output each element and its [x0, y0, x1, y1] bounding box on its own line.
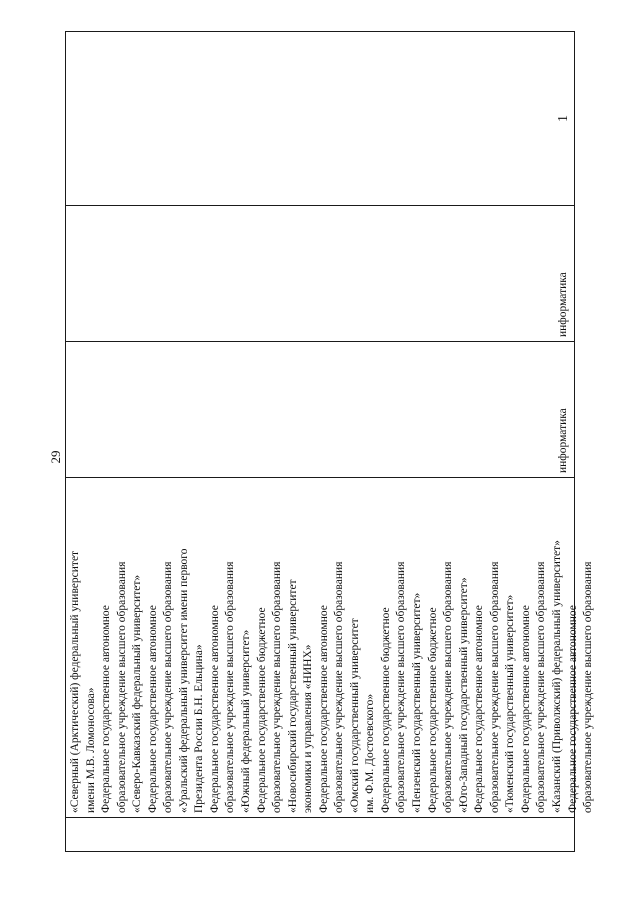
organization-line: Федеральное государственное автономное: [146, 605, 159, 813]
organization-line: образовательное учреждение высшего образования: [271, 561, 284, 813]
document-table: [65, 32, 595, 852]
organization-line: «Уральский федеральный университет имени первого: [177, 548, 190, 813]
organization-line: Федеральное государственное бюджетное: [379, 607, 392, 813]
organization-line: имени М.В. Ломоносова»: [84, 687, 97, 813]
organization-line: Федеральное государственное автономное: [473, 605, 486, 813]
organization-line: «Тюменский государственный университет»: [504, 594, 517, 813]
organization-line: образовательное учреждение высшего образования: [333, 561, 346, 813]
level-cell: [66, 32, 575, 206]
subject-text: информатика: [557, 408, 569, 473]
subject-cell: [66, 342, 575, 478]
organization-line: Президента России Б.Н. Ельцина»: [193, 644, 206, 813]
table-row: [66, 32, 575, 852]
organization-line: «Пензенский государственный университет»: [411, 592, 424, 813]
organization-line: Федеральное государственное автономное: [317, 605, 330, 813]
organization-line: образовательное учреждение высшего образования: [224, 561, 237, 813]
organization-line: «Южный федеральный университет»: [240, 629, 253, 813]
row-number-cell: [66, 818, 575, 852]
organization-line: им. Ф.М. Достоевского»: [364, 693, 377, 813]
organization-line: Федеральное государственное автономное: [566, 605, 579, 813]
organization-line: «Северо-Кавказский федеральный университет»: [131, 574, 144, 813]
organization-line: Федеральное государственное автономное: [100, 605, 113, 813]
organization-line: «Казанский (Приволжский) федеральный университет»: [550, 540, 563, 813]
organization-line: образовательное учреждение высшего образования: [582, 561, 595, 813]
organization-line: Федеральное государственное бюджетное: [255, 607, 268, 813]
profile-subject-cell: [66, 206, 575, 342]
organization-line: Федеральное государственное автономное: [519, 605, 532, 813]
organization-line: образовательное учреждение высшего образования: [115, 561, 128, 813]
olympiad-table: [65, 31, 595, 852]
organization-line: образовательное учреждение высшего образования: [535, 561, 548, 813]
organization-line: образовательное учреждение высшего образования: [395, 561, 408, 813]
organization-line: «Юго-Западный государственный университет»: [457, 577, 470, 813]
profile-subject-text: информатика: [557, 272, 569, 337]
page-number: 29: [48, 450, 63, 464]
organizations-list: [66, 478, 597, 817]
organization-line: образовательное учреждение высшего образования: [442, 561, 455, 813]
organization-line: образовательное учреждение высшего образования: [488, 561, 501, 813]
organizations-cell: [66, 478, 595, 818]
organization-line: «Омский государственный университет: [348, 618, 361, 813]
organization-line: Федеральное государственное автономное: [208, 605, 221, 813]
organization-line: Федеральное государственное бюджетное: [426, 607, 439, 813]
level-value: 1: [556, 115, 571, 122]
organization-line: «Новосибирский государственный университет: [286, 579, 299, 813]
organization-line: образовательное учреждение высшего образования: [162, 561, 175, 813]
organization-line: экономики и управления «НИНХ»: [302, 644, 315, 813]
organization-line: «Северный (Арктический) федеральный университет: [69, 550, 81, 813]
